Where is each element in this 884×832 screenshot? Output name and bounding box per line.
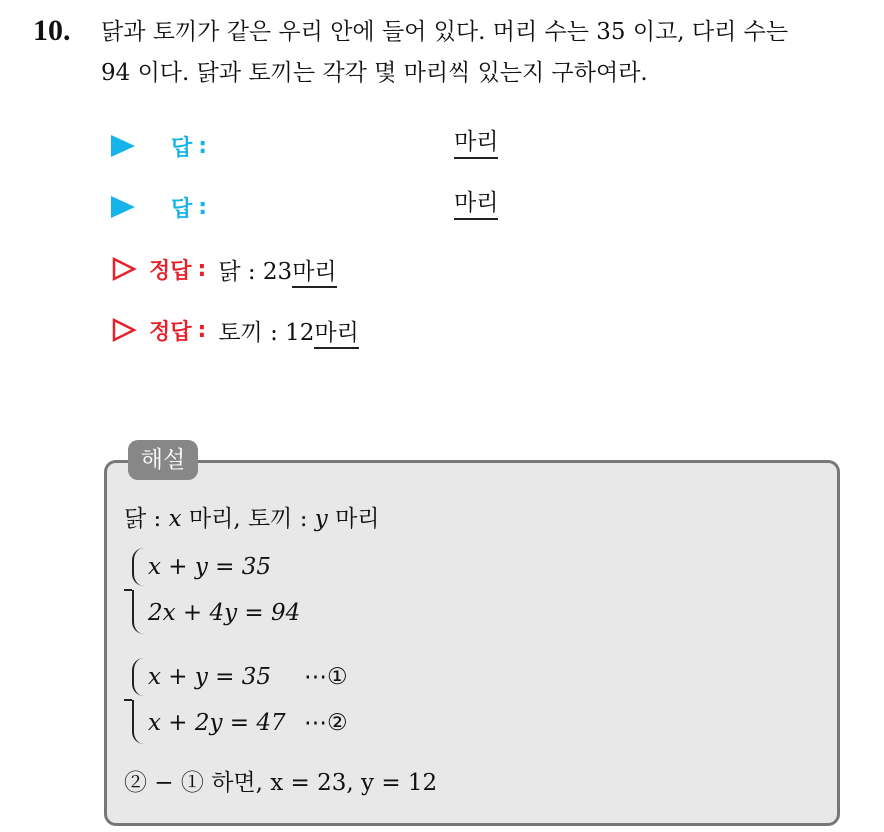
problem-text (101, 12, 871, 94)
system1-eq1: x + y = 35 (148, 554, 272, 580)
var-x: x (168, 506, 182, 532)
answer-colon: : (198, 194, 208, 220)
play-arrow-icon (111, 196, 135, 218)
brace-top (132, 658, 146, 696)
correct-row-2 (111, 310, 359, 350)
correct-unit: 마리 (314, 320, 358, 349)
system1-eq2: 2x + 4y = 94 (148, 600, 301, 626)
intro-text: 마리 (327, 506, 380, 532)
brace-tip (124, 589, 132, 591)
problem-line-1: 닭과 토끼가 같은 우리 안에 들어 있다. 머리 수는 35 이고, 다리 수는 (101, 19, 789, 45)
answer-colon: : (198, 133, 208, 159)
system2-eq2: x + 2y = 47 (148, 710, 286, 736)
correct-answer-1 (218, 253, 336, 286)
brace-bottom (132, 590, 146, 634)
var-y: y (314, 506, 328, 532)
correct-colon: : (197, 256, 207, 282)
play-arrow-icon (111, 135, 135, 157)
intro-text: 닭 : (124, 506, 169, 532)
correct-label: 정답 (149, 258, 192, 284)
explanation-result: ② − ① 하면, x = 23, y = 12 (124, 770, 438, 796)
system2-eq1: x + y = 35 (148, 664, 272, 690)
brace-tip (124, 699, 132, 701)
correct-label: 정답 (149, 319, 192, 345)
correct-colon: : (197, 317, 207, 343)
problem-line-2: 94 이다. 닭과 토끼는 각각 몇 마리씩 있는지 구하여라. (101, 60, 648, 86)
correct-row-1 (111, 249, 337, 289)
answer-label: 답 (171, 135, 193, 161)
outline-arrow-icon (111, 256, 137, 282)
answer-row-1 (111, 126, 207, 166)
correct-value: 토끼 : 12 (218, 319, 315, 346)
correct-value: 닭 : 23 (218, 258, 293, 285)
brace-bottom (132, 700, 146, 744)
answer-unit-1: 마리 (454, 128, 498, 159)
correct-answer-2 (218, 314, 359, 347)
explanation-intro (124, 500, 380, 533)
correct-unit: 마리 (292, 259, 336, 288)
answer-row-2 (111, 187, 207, 227)
problem-number: 10. (33, 14, 71, 47)
brace-top (132, 548, 146, 586)
answer-unit-2: 마리 (454, 189, 498, 220)
outline-arrow-icon (111, 317, 137, 343)
system2-tag1: ⋯① (304, 664, 348, 690)
system2-tag2: ⋯② (304, 710, 348, 736)
answer-label: 답 (171, 196, 193, 222)
intro-text: 마리, 토끼 : (181, 506, 315, 532)
explanation-tab: 해설 (128, 440, 198, 480)
